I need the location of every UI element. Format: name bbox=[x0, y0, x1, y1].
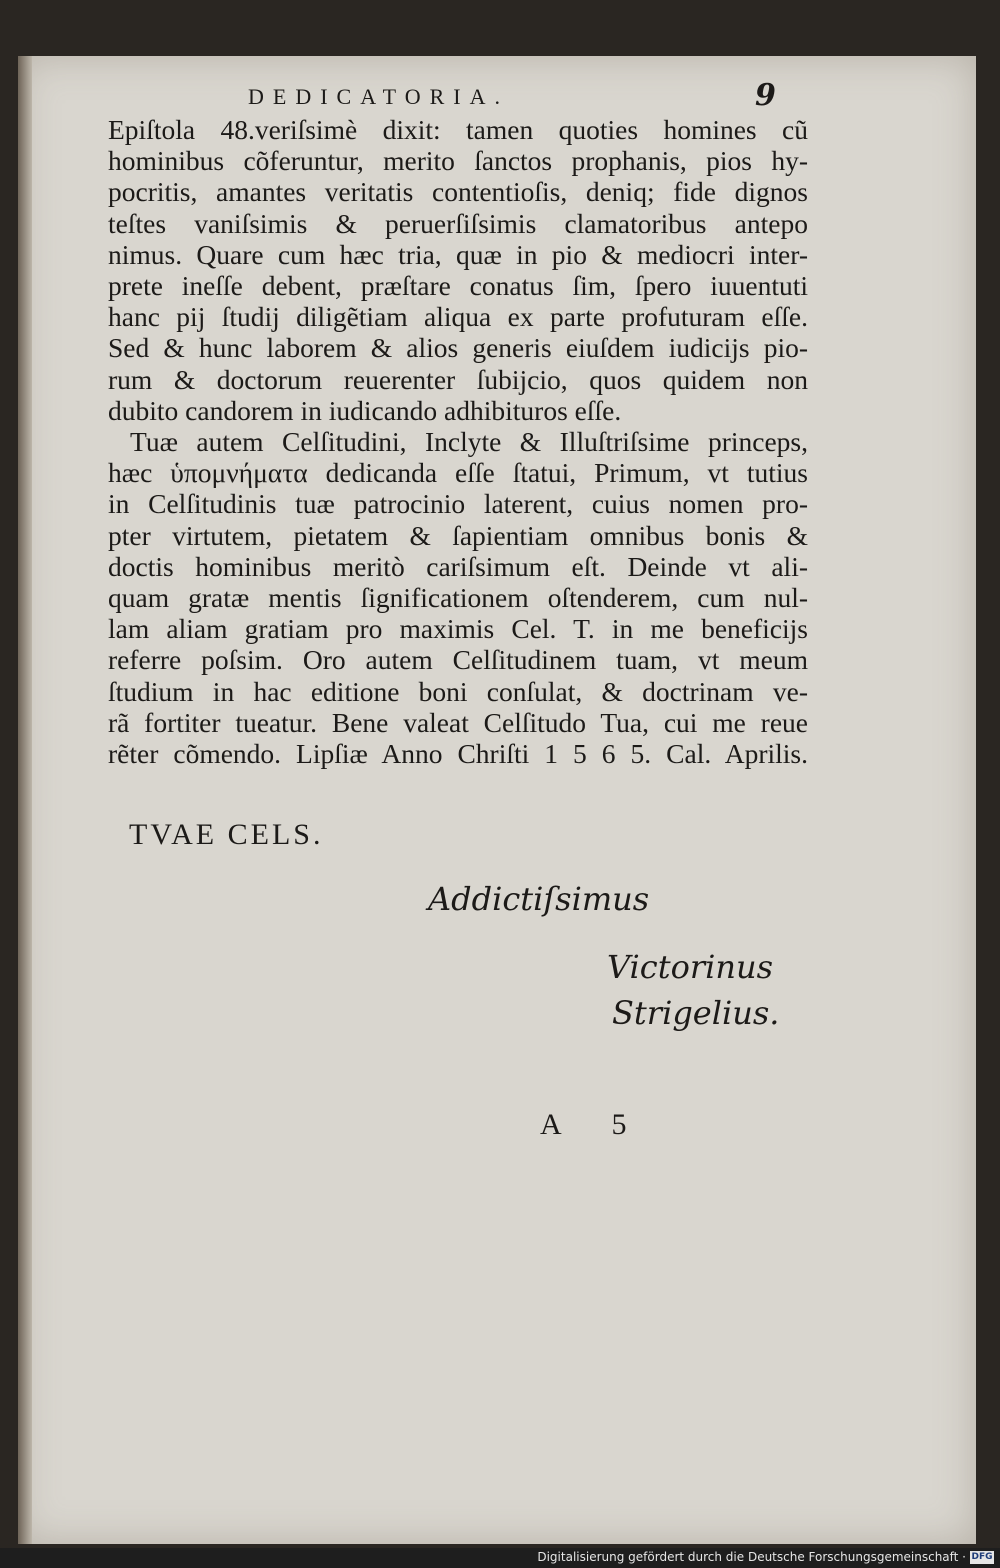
text-line: prete ineſſe debent, præſtare conatus ſim, ſpero iuuentuti bbox=[108, 270, 808, 302]
text-line: quam gratæ mentis ſignificationem oſtenderem, cum nul- bbox=[108, 582, 808, 614]
text-line: pter virtutem, pietatem & ſapientiam omnibus bonis & bbox=[108, 519, 808, 551]
text-line: rã fortiter tueatur. Bene valeat Celſitudo Tua, cui me reue bbox=[108, 706, 808, 738]
text-line: Sed & hunc laborem & alios generis eiuſdem iudicijs pio- bbox=[108, 332, 808, 364]
text-line: rẽter cõmendo. Lipſiæ Anno Chriſti 1 5 6 5. Cal. Aprilis. bbox=[108, 738, 808, 770]
text-line: teſtes vaniſsimis & peruerſiſsimis clamatoribus antepo bbox=[108, 207, 808, 239]
text-line: rum & doctorum reuerenter ſubijcio, quos quidem non bbox=[108, 363, 808, 395]
text-line: ſtudium in hac editione boni conſulat, & doctrinam ve- bbox=[108, 675, 808, 707]
text-line: dubito candorem in iudicando adhibituros eſſe. bbox=[108, 394, 622, 426]
text-line: doctis hominibus meritò cariſsimum eſt. Deinde vt ali- bbox=[108, 550, 808, 582]
dedication-text bbox=[108, 114, 808, 769]
text-line: hanc pij ſtudij diligẽtiam aliqua ex parte profuturam eſſe. bbox=[108, 301, 808, 333]
text-line: Epiſtola 48.veriſsimè dixit: tamen quoties homines cũ bbox=[108, 114, 808, 145]
text-line: Tuæ autem Celſitudini, Inclyte & Illuſtriſsime princeps, bbox=[130, 426, 808, 458]
running-head: DEDICATORIA. bbox=[248, 84, 509, 109]
text-line: hominibus cõferuntur, merito ſanctos prophanis, pios hy- bbox=[108, 145, 808, 177]
signature-line: Strigelius. bbox=[612, 994, 780, 1032]
page-number: 9 bbox=[755, 78, 776, 113]
text-line: lam aliam gratiam pro maximis Cel. T. in me beneficijs bbox=[108, 613, 808, 645]
signature-mark: A 5 bbox=[540, 1108, 649, 1141]
text-line: nimus. Quare cum hæc tria, quæ in pio & mediocri inter- bbox=[108, 238, 808, 270]
funding-credit: Digitalisierung gefördert durch die Deutsche Forschungsgemeinschaft · bbox=[537, 1550, 966, 1564]
signature-line: Addictiſsimus bbox=[428, 880, 650, 918]
footer-bar bbox=[0, 1548, 1000, 1568]
closing-salutation: TVAE CELS. bbox=[129, 818, 324, 851]
dfg-logo-icon: DFG bbox=[971, 1552, 993, 1562]
text-line: in Celſitudinis tuæ patrocinio laterent, cuius nomen pro- bbox=[108, 488, 808, 520]
signature-line: Victorinus bbox=[607, 948, 773, 986]
text-line: pocritis, amantes veritatis contentioſis, deniq; fide dignos bbox=[108, 176, 808, 208]
text-line: hæc ὑπομνήματα dedicanda eſſe ſtatui, Primum, vt tutius bbox=[108, 457, 808, 489]
text-line: referre poſsim. Oro autem Celſitudinem tuam, vt meum bbox=[108, 644, 808, 676]
